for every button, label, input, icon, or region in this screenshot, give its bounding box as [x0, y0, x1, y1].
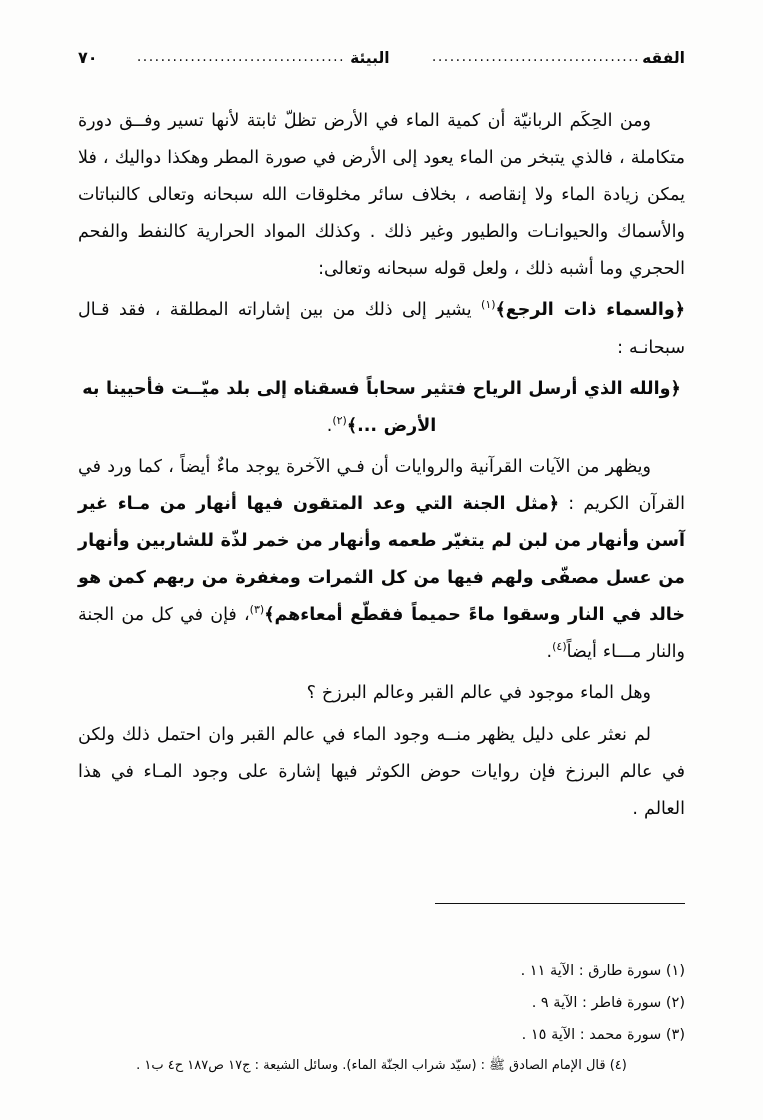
quran-verse-wind: ﴿والله الذي أرسل الرياح فتثير سحاباً فسقناه إلى بلد ميّــت فأحيينا به الأرض ...﴾: [82, 378, 681, 436]
footnote-separator-rule: [435, 903, 685, 904]
footnote-1: (١) سورة طارق : الآية ١١ .: [520, 963, 685, 979]
footnote-marker-1: (١): [481, 298, 496, 312]
paragraph-hereafter-intro-text: ويظهر من الآيات القرآنية والروايات أن فـي الآخرة يوجد ماءٌ أيضاً ، كما ورد في القرآن الكريم :: [78, 456, 685, 514]
header-right-label: الفقه: [642, 49, 685, 67]
header-mid-label: البيئة: [350, 49, 390, 67]
paragraph-verse-raj-tail: يشير إلى ذلك من بين إشاراته المطلقة ، فقد قـال سبحانـه :: [78, 300, 685, 358]
header-dots-left: ...................................: [136, 49, 346, 65]
paragraph-verse-jannah-tail2: .: [546, 642, 553, 663]
footnotes-section: [78, 957, 685, 1082]
paragraph-answer-barzakh-text: لم نعثر على دليل يظهر منــه وجود الماء في عالم القبر وان احتمل ذلك ولكن في عالم البرزخ فإن روايات حوض الكوثر فيها إشارة على وجود المـاء في هذا العالم .: [78, 724, 685, 819]
paragraph-verse-jannah-tail: ، فإن في كل من الجنة والنار مـــاء أيضاً: [78, 605, 685, 663]
footnote-4: (٤) قال الإمام الصادق ﷺ : (سيّد شراب الجنّة الماء). وسائل الشيعة : ج١٧ ص١٨٧ ح٤ ب١ .: [136, 1058, 627, 1073]
paragraph-verse-raj: [78, 292, 685, 366]
paragraph-question-barzakh-text: وهل الماء موجود في عالم القبر وعالم البرزخ ؟: [306, 683, 651, 704]
page-number: ٧٠: [78, 48, 98, 67]
footnote-marker-4: (٤): [552, 640, 567, 654]
paragraph-verse-wind: [78, 371, 685, 445]
paragraph-water-cycle: [78, 103, 685, 288]
page-header: [78, 48, 685, 69]
paragraph-hereafter-intro: [78, 449, 685, 672]
quran-verse-raj: ﴿والسماء ذات الرجع﴾: [495, 300, 686, 321]
paragraph-question-barzakh: [78, 675, 685, 712]
header-dots-right: ...................................: [431, 49, 641, 65]
footnote-3: (٣) سورة محمد : الآية ١٥ .: [521, 1027, 685, 1043]
footnote-2: (٢) سورة فاطر : الآية ٩ .: [531, 995, 685, 1011]
page-content: [78, 48, 685, 1100]
footnote-marker-2: (٢): [332, 413, 347, 427]
page-body: [78, 103, 685, 828]
quran-verse-jannah: ﴿مثل الجنة التي وعد المتقون فيها أنهار من مـاء غير آسن وأنهار من لبن لم يتغيّر طعمه وأنهار من خمر لذّة للشاربين وأنهار من عسل مصفّى ولهم فيها من كل الثمرات ومغفرة من ربهم كمن هو خالد في النار وسقوا ماءً حميماً فقطّع أمعاءهم﴾: [78, 493, 685, 626]
footnote-marker-3: (٣): [249, 603, 265, 617]
paragraph-water-cycle-text: ومن الحِكَم الربانيّة أن كمية الماء في الأرض تظلّ ثابتة لأنها تسير وفــق دورة متكاملة ، فالذي يتبخر من الماء يعود إلى الأرض في صورة المطر وهكذا دواليك ، فلا يمكن زيادة الماء ولا إنقاصه ، بخلاف سائر مخلوقات الله سبحانه وتعالى كالنباتات والأسماك والحيوانـات والطيور وغير ذلك . وكذلك المواد الحرارية كالنفط والفحم الحجري وما أشبه ذلك ، ولعل قوله سبحانه وتعالى:: [78, 111, 685, 280]
paragraph-answer-barzakh: [78, 717, 685, 828]
paragraph-verse-wind-tail: .: [326, 415, 333, 436]
